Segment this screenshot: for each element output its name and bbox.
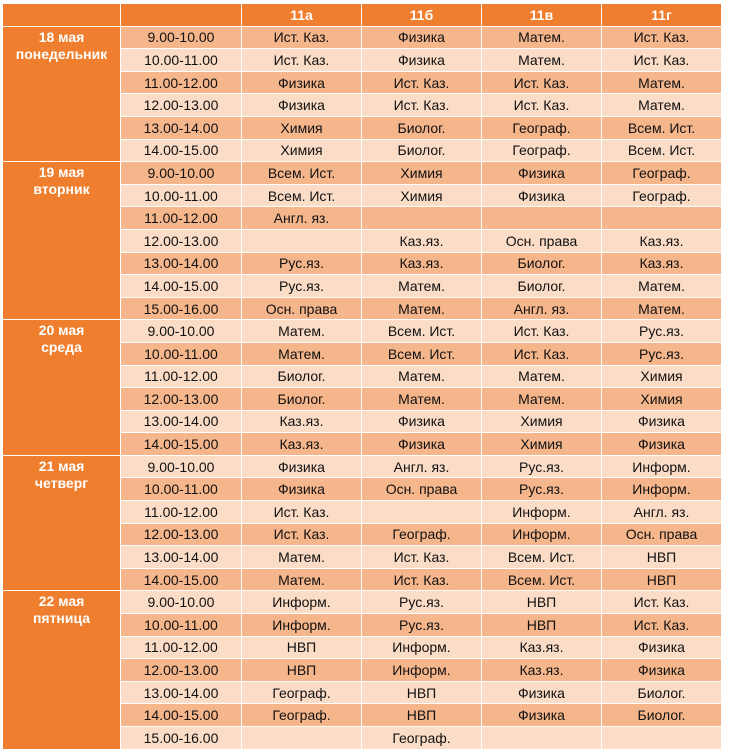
subject-cell: Информ. [602, 455, 722, 478]
subject-cell: Англ. яз. [482, 297, 602, 320]
schedule-row [3, 26, 722, 49]
subject-cell: Каз.яз. [362, 229, 482, 252]
day-label-cell [3, 455, 121, 591]
subject-cell: Физика [362, 410, 482, 433]
header-class-11g: 11г [602, 4, 722, 27]
subject-cell: Биолог. [602, 704, 722, 727]
subject-cell [602, 727, 722, 750]
subject-cell: Физика [242, 71, 362, 94]
time-slot-cell: 10.00-11.00 [121, 342, 242, 365]
subject-cell: Биолог. [482, 275, 602, 298]
subject-cell: Рус.яз. [482, 478, 602, 501]
time-slot-cell: 14.00-15.00 [121, 433, 242, 456]
subject-cell: Матем. [242, 320, 362, 343]
subject-cell: Каз.яз. [602, 252, 722, 275]
day-label-cell [3, 320, 121, 456]
subject-cell: Всем. Ист. [602, 116, 722, 139]
day-date: 18 мая [38, 28, 85, 45]
day-date: 20 мая [38, 322, 85, 339]
subject-cell: Физика [362, 433, 482, 456]
time-slot-cell: 10.00-11.00 [121, 614, 242, 637]
subject-cell: Физика [602, 410, 722, 433]
subject-cell: Рус.яз. [362, 614, 482, 637]
subject-cell: Матем. [362, 365, 482, 388]
subject-cell: Физика [602, 433, 722, 456]
time-slot-cell: 13.00-14.00 [121, 252, 242, 275]
schedule-row [3, 320, 722, 343]
subject-cell: Химия [602, 388, 722, 411]
subject-cell: Информ. [602, 478, 722, 501]
subject-cell: Ист. Каз. [362, 71, 482, 94]
subject-cell [602, 207, 722, 230]
subject-cell: НВП [362, 704, 482, 727]
time-slot-cell: 14.00-15.00 [121, 704, 242, 727]
subject-cell: Информ. [482, 501, 602, 524]
subject-cell: Рус.яз. [242, 275, 362, 298]
schedule-row [3, 591, 722, 614]
subject-cell: Информ. [242, 591, 362, 614]
day-label-cell [3, 26, 121, 162]
subject-cell: Матем. [482, 26, 602, 49]
subject-cell: Физика [482, 184, 602, 207]
schedule-row [3, 455, 722, 478]
subject-cell: Рус.яз. [602, 342, 722, 365]
subject-cell: Ист. Каз. [602, 26, 722, 49]
subject-cell [482, 207, 602, 230]
subject-cell: Химия [482, 410, 602, 433]
header-class-11b: 11б [362, 4, 482, 27]
time-slot-cell: 10.00-11.00 [121, 49, 242, 72]
time-slot-cell: 15.00-16.00 [121, 297, 242, 320]
subject-cell: Ист. Каз. [482, 320, 602, 343]
subject-cell: НВП [482, 591, 602, 614]
time-slot-cell: 13.00-14.00 [121, 116, 242, 139]
subject-cell: Ист. Каз. [242, 26, 362, 49]
subject-cell: Каз.яз. [482, 659, 602, 682]
subject-cell [242, 727, 362, 750]
time-slot-cell: 12.00-13.00 [121, 523, 242, 546]
time-slot-cell: 14.00-15.00 [121, 275, 242, 298]
day-weekday: среда [41, 339, 82, 356]
subject-cell: Ист. Каз. [602, 614, 722, 637]
subject-cell: Биолог. [242, 388, 362, 411]
subject-cell [482, 727, 602, 750]
subject-cell: Физика [242, 94, 362, 117]
subject-cell: Ист. Каз. [482, 71, 602, 94]
day-weekday: вторник [33, 181, 90, 198]
subject-cell: Каз.яз. [242, 410, 362, 433]
time-slot-cell: 13.00-14.00 [121, 410, 242, 433]
subject-cell: НВП [242, 659, 362, 682]
subject-cell: Англ. яз. [362, 455, 482, 478]
subject-cell: Матем. [602, 71, 722, 94]
subject-cell: Физика [242, 455, 362, 478]
subject-cell: Биолог. [242, 365, 362, 388]
subject-cell: Химия [362, 162, 482, 185]
time-slot-cell: 10.00-11.00 [121, 478, 242, 501]
subject-cell: Матем. [482, 365, 602, 388]
time-slot-cell: 9.00-10.00 [121, 162, 242, 185]
subject-cell: Осн. права [602, 523, 722, 546]
time-slot-cell: 11.00-12.00 [121, 636, 242, 659]
day-date: 19 мая [38, 164, 85, 181]
subject-cell: Географ. [602, 162, 722, 185]
time-slot-cell: 9.00-10.00 [121, 320, 242, 343]
subject-cell [362, 501, 482, 524]
subject-cell: Химия [242, 116, 362, 139]
subject-cell: Рус.яз. [482, 455, 602, 478]
subject-cell: Физика [482, 681, 602, 704]
subject-cell: Рус.яз. [242, 252, 362, 275]
subject-cell: Физика [602, 659, 722, 682]
subject-cell: НВП [362, 681, 482, 704]
subject-cell: Географ. [482, 116, 602, 139]
subject-cell: Ист. Каз. [362, 546, 482, 569]
subject-cell: Физика [602, 636, 722, 659]
header-row [3, 4, 722, 27]
subject-cell: Всем. Ист. [482, 546, 602, 569]
subject-cell: Биолог. [482, 252, 602, 275]
subject-cell: Информ. [362, 659, 482, 682]
day-date: 21 мая [38, 457, 85, 474]
subject-cell: НВП [602, 546, 722, 569]
day-weekday: четверг [34, 474, 89, 491]
time-slot-cell: 9.00-10.00 [121, 591, 242, 614]
subject-cell: Матем. [602, 94, 722, 117]
day-date: 22 мая [38, 593, 85, 610]
day-weekday: понедельник [15, 45, 108, 62]
time-slot-cell: 12.00-13.00 [121, 94, 242, 117]
header-class-11v: 11в [482, 4, 602, 27]
subject-cell: НВП [242, 636, 362, 659]
subject-cell: Матем. [242, 546, 362, 569]
subject-cell: Географ. [242, 704, 362, 727]
subject-cell: НВП [482, 614, 602, 637]
subject-cell: Информ. [242, 614, 362, 637]
subject-cell: Матем. [482, 49, 602, 72]
subject-cell: Биолог. [602, 681, 722, 704]
subject-cell: Ист. Каз. [602, 591, 722, 614]
time-slot-cell: 14.00-15.00 [121, 568, 242, 591]
time-slot-cell: 15.00-16.00 [121, 727, 242, 750]
day-weekday: пятница [32, 610, 91, 627]
subject-cell: Ист. Каз. [242, 523, 362, 546]
time-slot-cell: 9.00-10.00 [121, 455, 242, 478]
subject-cell: Физика [482, 704, 602, 727]
schedule-body [3, 26, 722, 749]
subject-cell: Матем. [242, 342, 362, 365]
subject-cell: Матем. [602, 297, 722, 320]
time-slot-cell: 13.00-14.00 [121, 546, 242, 569]
subject-cell: Химия [362, 184, 482, 207]
subject-cell: Осн. права [242, 297, 362, 320]
time-slot-cell: 14.00-15.00 [121, 139, 242, 162]
subject-cell: Географ. [602, 184, 722, 207]
subject-cell: Информ. [362, 636, 482, 659]
subject-cell: Каз.яз. [482, 636, 602, 659]
subject-cell: Ист. Каз. [242, 501, 362, 524]
time-slot-cell: 12.00-13.00 [121, 388, 242, 411]
subject-cell: Матем. [482, 388, 602, 411]
header-class-11a: 11а [242, 4, 362, 27]
time-slot-cell: 10.00-11.00 [121, 184, 242, 207]
subject-cell: Всем. Ист. [242, 162, 362, 185]
schedule-header [3, 4, 722, 27]
subject-cell: Матем. [362, 275, 482, 298]
subject-cell: Англ. яз. [602, 501, 722, 524]
subject-cell: Физика [362, 49, 482, 72]
subject-cell: Химия [482, 433, 602, 456]
time-slot-cell: 13.00-14.00 [121, 681, 242, 704]
subject-cell: Всем. Ист. [242, 184, 362, 207]
subject-cell: Осн. права [482, 229, 602, 252]
subject-cell: НВП [602, 568, 722, 591]
header-time-cell [121, 4, 242, 27]
subject-cell: Матем. [362, 388, 482, 411]
time-slot-cell: 11.00-12.00 [121, 501, 242, 524]
subject-cell: Каз.яз. [242, 433, 362, 456]
subject-cell: Физика [242, 478, 362, 501]
subject-cell: Информ. [482, 523, 602, 546]
header-corner-cell [3, 4, 121, 27]
subject-cell: Ист. Каз. [242, 49, 362, 72]
subject-cell: Ист. Каз. [362, 568, 482, 591]
time-slot-cell: 11.00-12.00 [121, 365, 242, 388]
subject-cell [362, 207, 482, 230]
subject-cell: Матем. [362, 297, 482, 320]
subject-cell: Матем. [242, 568, 362, 591]
schedule-table [2, 3, 722, 750]
subject-cell: Рус.яз. [602, 320, 722, 343]
subject-cell: Химия [602, 365, 722, 388]
subject-cell: Физика [482, 162, 602, 185]
subject-cell: Ист. Каз. [362, 94, 482, 117]
subject-cell: Каз.яз. [362, 252, 482, 275]
subject-cell: Ист. Каз. [482, 94, 602, 117]
subject-cell: Географ. [362, 727, 482, 750]
subject-cell: Осн. права [362, 478, 482, 501]
subject-cell: Всем. Ист. [362, 342, 482, 365]
subject-cell: Матем. [602, 275, 722, 298]
subject-cell: Рус.яз. [362, 591, 482, 614]
subject-cell: Ист. Каз. [482, 342, 602, 365]
subject-cell: Географ. [482, 139, 602, 162]
subject-cell: Географ. [362, 523, 482, 546]
schedule-row [3, 162, 722, 185]
subject-cell: Географ. [242, 681, 362, 704]
subject-cell [242, 229, 362, 252]
subject-cell: Всем. Ист. [602, 139, 722, 162]
subject-cell: Всем. Ист. [362, 320, 482, 343]
day-label-cell [3, 162, 121, 320]
day-label-cell [3, 591, 121, 749]
subject-cell: Всем. Ист. [482, 568, 602, 591]
time-slot-cell: 11.00-12.00 [121, 207, 242, 230]
time-slot-cell: 12.00-13.00 [121, 229, 242, 252]
subject-cell: Физика [362, 26, 482, 49]
time-slot-cell: 11.00-12.00 [121, 71, 242, 94]
time-slot-cell: 9.00-10.00 [121, 26, 242, 49]
subject-cell: Англ. яз. [242, 207, 362, 230]
subject-cell: Биолог. [362, 139, 482, 162]
subject-cell: Химия [242, 139, 362, 162]
time-slot-cell: 12.00-13.00 [121, 659, 242, 682]
subject-cell: Биолог. [362, 116, 482, 139]
subject-cell: Каз.яз. [602, 229, 722, 252]
subject-cell: Ист. Каз. [602, 49, 722, 72]
